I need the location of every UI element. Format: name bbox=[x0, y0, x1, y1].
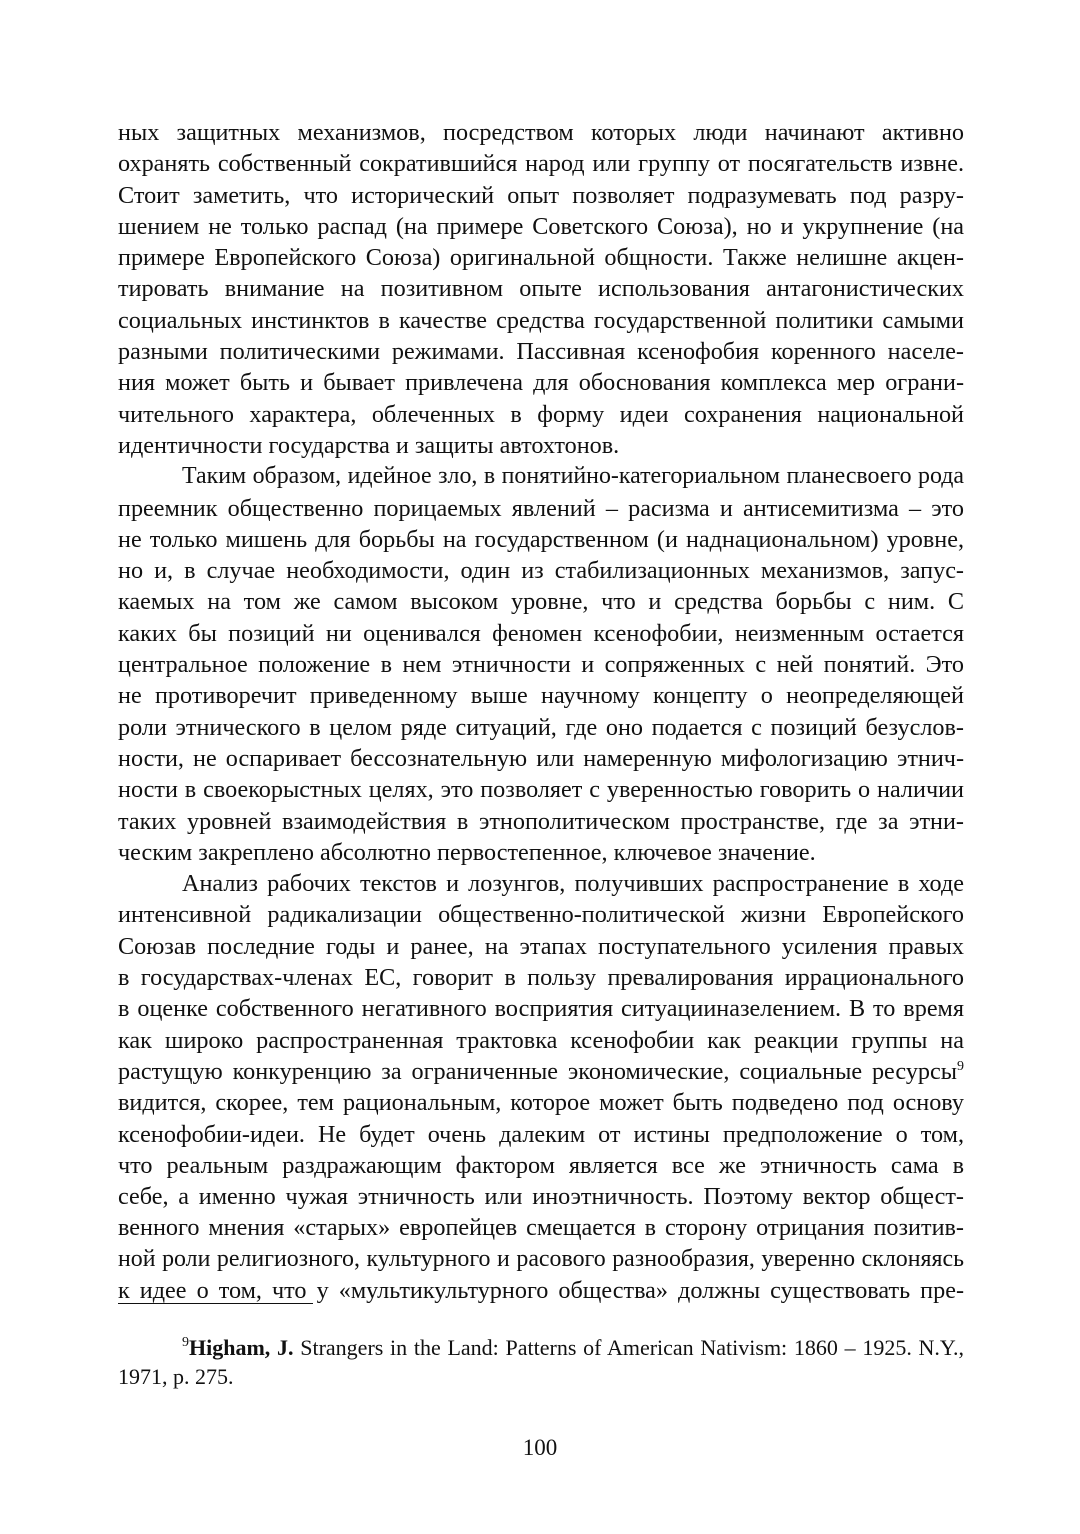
text-line-content: растущую конкуренцию за ограниченные экономические, социальные ресурсы bbox=[118, 1057, 957, 1085]
text-line: Стоит заметить, что исторический опыт позволяет подразумевать под разру- bbox=[118, 181, 964, 209]
text-line: ной роли религиозного, культурного и расового разнообразия, уверенно склоняясь bbox=[118, 1245, 964, 1272]
text-line: роли этнического в целом ряде ситуаций, где оно подается с позиций безуслов- bbox=[118, 713, 964, 741]
footnote-separator bbox=[118, 1303, 313, 1304]
text-line: ния может быть и бывает привлечена для обоснования комплекса мер ограни- bbox=[118, 369, 964, 397]
paragraph-2 bbox=[118, 461, 964, 868]
page-number: 100 bbox=[522, 1435, 558, 1460]
text-line: как широко распространенная трактовка ксенофобии как реакции группы на bbox=[118, 1026, 964, 1054]
text-line: ксенофобии-идеи. Не будет очень далеким от истины предположение о том, bbox=[118, 1120, 964, 1148]
text-line: Союзав последние годы и ранее, на этапах поступательного усиления правых bbox=[118, 932, 964, 960]
text-line: ности в своекорыстных целях, это позволяет с уверенностью говорить о наличии bbox=[118, 776, 964, 804]
text-line: венного мнения «старых» европейцев смещается в сторону отрицания позитив- bbox=[118, 1214, 964, 1242]
text-line-with-footnote-ref bbox=[118, 1056, 964, 1087]
text-line: примере Европейского Союза) оригинальной общности. Также нелишне акцен- bbox=[118, 244, 964, 272]
text-line: преемник общественно порицаемых явлений – расизма и антисемитизма – это bbox=[118, 494, 964, 522]
text-line: Анализ рабочих текстов и лозунгов, получивших распространение в ходе bbox=[182, 870, 964, 898]
text-line: себе, а именно чужая этничность или иноэтничность. Поэтому вектор общест- bbox=[118, 1183, 964, 1211]
footnote-number: 9 bbox=[182, 1335, 189, 1350]
text-line: таких уровней взаимодействия в этнополитическом пространстве, где за этни- bbox=[118, 807, 964, 835]
text-line: но и, в случае необходимости, один из стабилизационных механизмов, запус- bbox=[118, 557, 964, 585]
text-line: в государствах-членах ЕС, говорит в пользу превалирования иррационального bbox=[118, 964, 964, 992]
paragraph-1 bbox=[118, 117, 964, 461]
text-line: шением не только распад (на примере Советского Союза), но и укрупнение (на bbox=[118, 212, 964, 240]
text-line: не противоречит приведенному выше научному концепту о неопределяющей bbox=[118, 682, 964, 710]
text-line: идентичности государства и защиты автохтонов. bbox=[118, 431, 620, 459]
text-line: Таким образом, идейное зло, в понятийно-категориальном планесвоего рода bbox=[182, 463, 964, 490]
footnote-reference[interactable]: 9 bbox=[957, 1058, 964, 1074]
footnote-citation: Strangers in the Land: Patterns of American Nativism: 1860 – 1925. N.Y., bbox=[293, 1335, 964, 1360]
main-text bbox=[118, 117, 964, 1306]
text-line: тировать внимание на позитивном опыте использования антагонистических bbox=[118, 275, 964, 303]
text-line: каемых на том же самом высоком уровне, что и средства борьбы с ним. С bbox=[118, 588, 964, 616]
footnote bbox=[118, 1333, 964, 1391]
footnote-line bbox=[118, 1333, 964, 1362]
text-line: к идее о том, что у «мультикультурного общества» должны существовать пре- bbox=[118, 1276, 964, 1304]
text-line: ных защитных механизмов, посредством которых люди начинают активно bbox=[118, 119, 964, 146]
text-line: чительного характера, облеченных в форму идеи сохранения национальной bbox=[118, 400, 964, 428]
paragraph-3 bbox=[118, 868, 964, 1306]
footnote-line: 1971, p. 275. bbox=[118, 1364, 234, 1389]
text-line: разными политическими режимами. Пассивная ксенофобия коренного населе- bbox=[118, 338, 964, 366]
text-line: не только мишень для борьбы на государственном (и наднациональном) уровне, bbox=[118, 525, 964, 553]
text-line: что реальным раздражающим фактором является все же этничность сама в bbox=[118, 1151, 964, 1179]
text-line: каких бы позиций ни оценивался феномен ксенофобии, неизменным остается bbox=[118, 619, 964, 647]
text-line: центральное положение в нем этничности и сопряженных с ней понятий. Это bbox=[118, 651, 964, 679]
text-line: видится, скорее, тем рациональным, которое может быть подведено под основу bbox=[118, 1089, 964, 1117]
text-line: в оценке собственного негативного восприятия ситуацииназелением. В то время bbox=[118, 995, 964, 1023]
text-line: интенсивной радикализации общественно-политической жизни Европейского bbox=[118, 901, 964, 929]
text-line: охранять собственный сократившийся народ или группу от посягательств извне. bbox=[118, 150, 964, 178]
footnote-author: Higham, J. bbox=[189, 1335, 294, 1360]
text-line: ности, не оспаривает бессознательную или намеренную мифологизацию этнич- bbox=[118, 744, 964, 772]
text-line: социальных инстинктов в качестве средства государственной политики самыми bbox=[118, 306, 964, 334]
text-line: ческим закреплено абсолютно первостепенное, ключевое значение. bbox=[118, 838, 816, 866]
